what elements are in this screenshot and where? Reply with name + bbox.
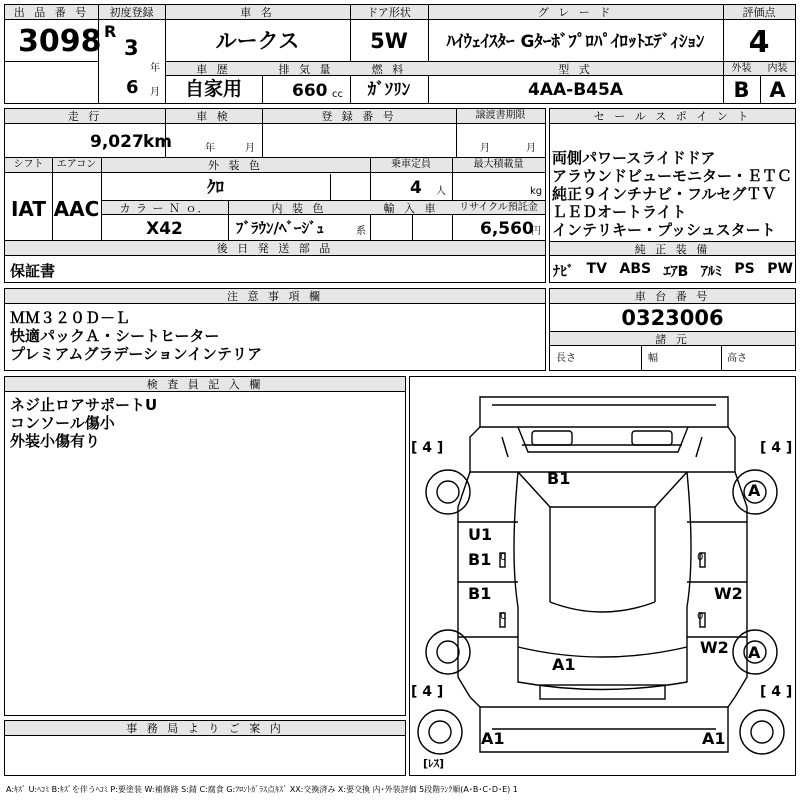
mark-front-door-left-1: U1 — [468, 525, 493, 544]
sales-point: ＬＥＤオートライト — [552, 203, 687, 221]
max-load-label: 最大積載量 — [473, 159, 524, 170]
mileage-label: 走 行 — [67, 110, 103, 123]
chassis-no-label: 車 台 番 号 — [634, 290, 711, 303]
transfer-day-unit: 月 — [526, 143, 536, 154]
interior-grade: A — [769, 78, 786, 102]
mark-zero: 0 — [500, 611, 507, 622]
inspector-note: 外装小傷有り — [10, 432, 101, 450]
spare-tire-label: [ﾚｽ] — [423, 757, 445, 770]
cc-unit: cc — [332, 89, 343, 100]
width-label: 幅 — [648, 353, 658, 364]
km-unit: km — [143, 132, 173, 152]
inspector-notes-list — [10, 396, 157, 450]
yen-unit: 円 — [531, 226, 541, 237]
sales-point: インテリキー・プッシュスタート — [552, 221, 776, 239]
equip-item: TV — [586, 261, 607, 277]
lot-no-label: 出 品 番 号 — [13, 6, 90, 19]
inspection-year-unit: 年 — [205, 143, 215, 154]
aircon: AAC — [53, 197, 100, 221]
shift: IAT — [10, 197, 46, 221]
note-line: プレミアムグラデーションインテリア — [10, 345, 263, 363]
kg-unit: kg — [530, 186, 543, 197]
year-unit: 年 — [150, 63, 160, 74]
mark-wheel-rr: A — [748, 643, 761, 662]
note-line: ＭＭ３２０Ｄ－Ｌ — [10, 309, 131, 327]
exterior-grade: B — [733, 78, 750, 102]
mark-rear-fender-right: W2 — [700, 638, 729, 657]
history-label: 車 歴 — [196, 63, 231, 76]
genuine-equip-label: 純 正 装 備 — [634, 243, 711, 256]
sales-point: 純正９インチナビ・フルセグＴＶ — [552, 185, 777, 203]
sales-points-list — [552, 149, 795, 239]
damage-legend: A:ｷｽﾞ U:ﾍｺﾐ B:ｷｽﾞを伴うﾍｺﾐ P:要塗装 W:補修跡 S:錆 C:腐食 G:ﾌﾛﾝﾄｶﾞﾗｽ点ｷｽﾞ XX:交換済み X:要交換 内･外装評価 5段階ﾗﾝｸ順(A･B･C･D･E) 1 — [6, 785, 518, 794]
sales-point: 両側パワースライドドア — [552, 149, 716, 167]
inspection-month-unit: 月 — [245, 143, 255, 154]
later-parts: 保証書 — [10, 262, 56, 280]
mark-rear-door-left: B1 — [468, 584, 492, 603]
tire-depth-rr: [ 4 ] — [760, 684, 793, 700]
genuine-equipment-list — [553, 261, 793, 281]
mark-front-door-left-2: B1 — [468, 550, 492, 569]
inspector-note: ネジ止ロアサポートU — [10, 396, 158, 414]
tire-depth-fl: [ 4 ] — [411, 440, 444, 456]
ext-color-label: 外 装 色 — [208, 159, 263, 172]
note-line: 快適パックＡ・シートヒーター — [10, 327, 220, 345]
equip-item: PW — [767, 261, 793, 277]
fuel: ｶﾞｿﾘﾝ — [367, 80, 411, 100]
registration-label: 登 録 番 号 — [321, 110, 397, 123]
inspector-note: コンソール傷小 — [10, 414, 115, 432]
transfer-month-unit: 月 — [480, 143, 490, 154]
mark-zero: 0 — [500, 552, 507, 563]
displacement-label: 排 気 量 — [278, 63, 334, 76]
mark-rear-bumper-left: A1 — [481, 729, 505, 748]
office-notes-label: 事 務 局 よ り ご 案 内 — [126, 722, 284, 735]
mark-rear-door-right: W2 — [714, 584, 743, 603]
history: 自家用 — [184, 78, 242, 100]
mark-wheel-fr: A — [748, 481, 761, 500]
int-color-label: 内 装 色 — [271, 202, 327, 215]
persons-unit: 人 — [436, 186, 446, 197]
equip-item: ﾅﾋﾞ — [553, 264, 574, 280]
score-label: 評価点 — [742, 6, 776, 19]
later-parts-label: 後 日 発 送 部 品 — [216, 242, 334, 255]
dimensions-label: 諸 元 — [655, 333, 690, 346]
mark-back-door: A1 — [552, 655, 576, 674]
tire-depth-rl: [ 4 ] — [411, 684, 444, 700]
exterior-label: 外装 — [731, 63, 752, 74]
series-unit: 系 — [356, 226, 366, 237]
model-code-label: 型 式 — [558, 63, 593, 76]
mark-rear-bumper-right: A1 — [702, 729, 726, 748]
interior-label: 内装 — [767, 63, 788, 74]
recycle-fee: 6,560 — [480, 219, 534, 239]
recycle-label: リサイクル預託金 — [459, 202, 538, 213]
mark-zero: 0 — [697, 611, 704, 622]
grade: ﾊｲｳｪｲｽﾀｰ Gﾀｰﾎﾞﾌﾟﾛﾊﾟｲﾛｯﾄｴﾃﾞｨｼｮﾝ — [446, 32, 705, 52]
grade-label: グ レ ー ド — [537, 6, 614, 19]
month-unit: 月 — [150, 87, 160, 98]
lot-number: 3098 — [18, 24, 102, 59]
transfer-label: 譲渡書期限 — [475, 110, 526, 121]
capacity-label: 乗車定員 — [391, 159, 431, 170]
equip-item: PS — [734, 261, 755, 277]
door-type: 5W — [370, 29, 408, 53]
car-name: ルークス — [215, 29, 300, 53]
notes-label: 注 意 事 項 欄 — [227, 290, 323, 303]
mark-zero: 0 — [697, 552, 704, 563]
door-label: ドア形状 — [367, 6, 411, 19]
model-code: 4AA-B45A — [528, 80, 623, 100]
notes-list — [10, 309, 262, 363]
reg-year: 3 — [124, 36, 139, 60]
equip-item: ABS — [619, 261, 652, 277]
car-outline-diagram — [410, 377, 795, 775]
height-label: 高さ — [727, 353, 747, 364]
import-label: 輸 入 車 — [383, 202, 439, 215]
score: 4 — [748, 25, 770, 60]
mileage: 9,027 — [90, 132, 144, 152]
fuel-label: 燃 料 — [371, 63, 407, 76]
int-color: ﾌﾞﾗｳﾝ/ﾍﾞｰｼﾞｭ — [236, 219, 324, 237]
mark-roof: B1 — [547, 469, 571, 488]
tire-depth-fr: [ 4 ] — [760, 440, 793, 456]
displacement: 660 — [292, 81, 328, 101]
color-no-label: カ ラ ー Ｎ ｏ． — [119, 202, 210, 215]
ext-color: ｸﾛ — [207, 178, 224, 198]
chassis-no: 0323006 — [621, 306, 724, 330]
equip-item: ｱﾙﾐ — [700, 264, 722, 280]
aircon-label: エアコン — [56, 159, 97, 170]
equip-item: ｴｱB — [663, 264, 689, 280]
length-label: 長さ — [556, 353, 576, 364]
sales-points-label: セ ー ル ス ポ イ ン ト — [593, 110, 752, 123]
car-name-label: 車 名 — [240, 6, 275, 19]
color-no: X42 — [146, 219, 183, 239]
sales-point: アラウンドビューモニター・ＥＴＣ — [552, 167, 793, 185]
first-reg-label: 初度登録 — [109, 6, 154, 19]
inspection-label: 車 検 — [196, 110, 231, 123]
inspector-notes-label: 検 査 員 記 入 欄 — [146, 378, 264, 391]
shift-label: シフト — [13, 159, 44, 170]
era: R — [104, 22, 117, 41]
reg-month: 6 — [126, 77, 139, 98]
capacity: 4 — [410, 178, 422, 198]
